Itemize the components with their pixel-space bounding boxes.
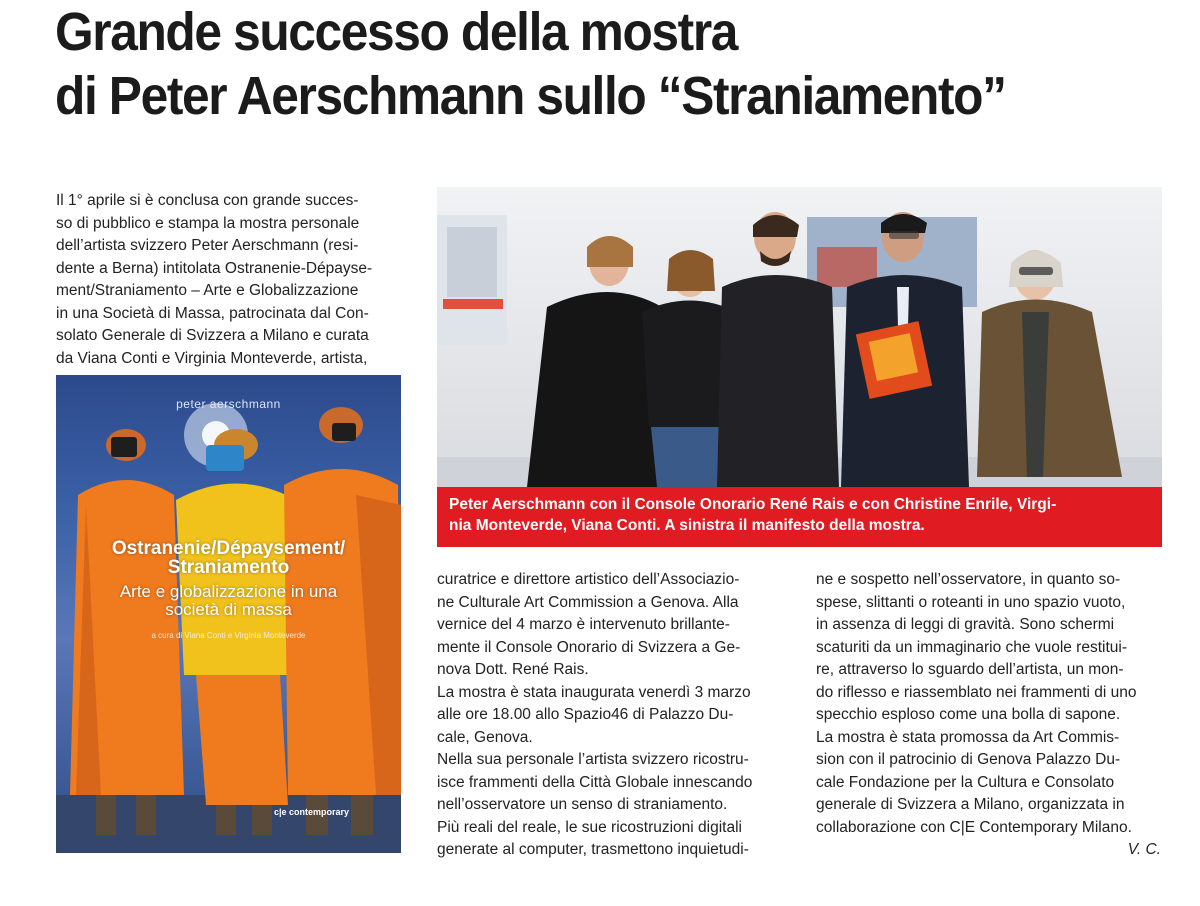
article-column-3 (816, 569, 1161, 862)
text-line: ment/Straniamento – Arte e Globalizzazione (56, 282, 359, 299)
text-line: alle ore 18.00 allo Spazio46 di Palazzo Du- (437, 706, 734, 723)
text-line: Nella sua personale l’artista svizzero ricostru- (437, 751, 749, 768)
text-line: vernice del 4 marzo è intervenuto brillante- (437, 616, 730, 633)
author-signature: V. C. (1127, 841, 1161, 858)
text-line: scaturiti da un immaginario che vuole restitui- (816, 638, 1127, 656)
text-line: spese, slittanti o roteanti in uno spazio vuoto, (816, 593, 1126, 611)
text-line: collaborazione con C|E Contemporary Milano. (816, 818, 1132, 836)
text-line: Il 1° aprile si è conclusa con grande succes- (56, 192, 359, 209)
text-line: mente il Console Onorario di Svizzera a Ge- (437, 638, 741, 656)
text-line: solato Generale di Svizzera a Milano e curata (56, 327, 369, 344)
text-line: ne e sospetto nell’osservatore, in quanto so- (816, 571, 1121, 588)
caption-line: Peter Aerschmann con il Console Onorario René Rais e con Christine Enrile, Virgi- (449, 496, 1057, 513)
article-column-2 (437, 569, 782, 862)
photo-caption (437, 487, 1162, 547)
text-line: in assenza di leggi di gravità. Sono schermi (816, 616, 1115, 633)
text-line: ne Culturale Art Commission a Genova. Alla (437, 593, 739, 611)
poster-title (56, 539, 401, 577)
poster-subtitle-line: Arte e globalizzazione in una (119, 582, 338, 601)
group-photo (437, 187, 1162, 487)
text-line: generate al computer, trasmettono inquietudi- (437, 841, 749, 858)
text-line: in una Società di Massa, patrocinata dal Con- (56, 304, 369, 322)
article-headline (55, 0, 1085, 128)
poster-publisher-logo: c|e contemporary (273, 807, 349, 817)
text-line: La mostra è stata inaugurata venerdì 3 marzo (437, 683, 751, 701)
text-line: La mostra è stata promossa da Art Commis- (816, 728, 1120, 746)
poster-title-line: Ostranenie/Dépaysement/ (111, 538, 346, 559)
text-line: nell’osservatore un senso di straniamento. (437, 796, 728, 813)
exhibition-poster (56, 375, 401, 853)
poster-artist-name: peter aerschmann (176, 397, 281, 411)
poster-subtitle-line: società di massa (165, 600, 292, 619)
text-line: Più reali del reale, le sue ricostruzioni digitali (437, 818, 742, 836)
poster-title-line: Straniamento (167, 557, 290, 578)
article-column-1 (56, 190, 401, 370)
text-line: specchio esploso come una bolla di sapone. (816, 706, 1121, 723)
group-photo-illustration (437, 187, 1162, 487)
poster-subtitle (66, 583, 391, 619)
caption-line: nia Monteverde, Viana Conti. A sinistra il manifesto della mostra. (449, 517, 925, 534)
text-line: dente a Berna) intitolata Ostranenie-Dépayse- (56, 259, 373, 277)
text-line: nova Dott. René Rais. (437, 661, 589, 678)
headline-line-2: di Peter Aerschmann sullo “Straniamento” (55, 66, 1006, 126)
text-line: cale Fondazione per la Cultura e Consolato (816, 773, 1115, 791)
text-line: so di pubblico e stampa la mostra personale (56, 214, 360, 232)
text-line: re, attraverso lo sguardo dell’artista, un mon- (816, 661, 1124, 678)
text-line: da Viana Conti e Virginia Monteverde, artista, (56, 349, 368, 367)
text-line: cale, Genova. (437, 728, 533, 746)
text-line: sion con il patrocinio di Genova Palazzo Du- (816, 751, 1121, 768)
text-line: curatrice e direttore artistico dell’Associazio- (437, 571, 740, 588)
text-line: do riflesso e riassemblato nei frammenti di uno (816, 683, 1137, 701)
poster-curators: a cura di Viana Conti e Virginia Monteverde (151, 631, 306, 640)
text-line: dell’artista svizzero Peter Aerschmann (resi- (56, 237, 359, 254)
text-line: generale di Svizzera a Milano, organizzata in (816, 796, 1125, 813)
text-line: isce frammenti della Città Globale innescando (437, 773, 753, 791)
headline-line-1: Grande successo della mostra (55, 2, 738, 62)
